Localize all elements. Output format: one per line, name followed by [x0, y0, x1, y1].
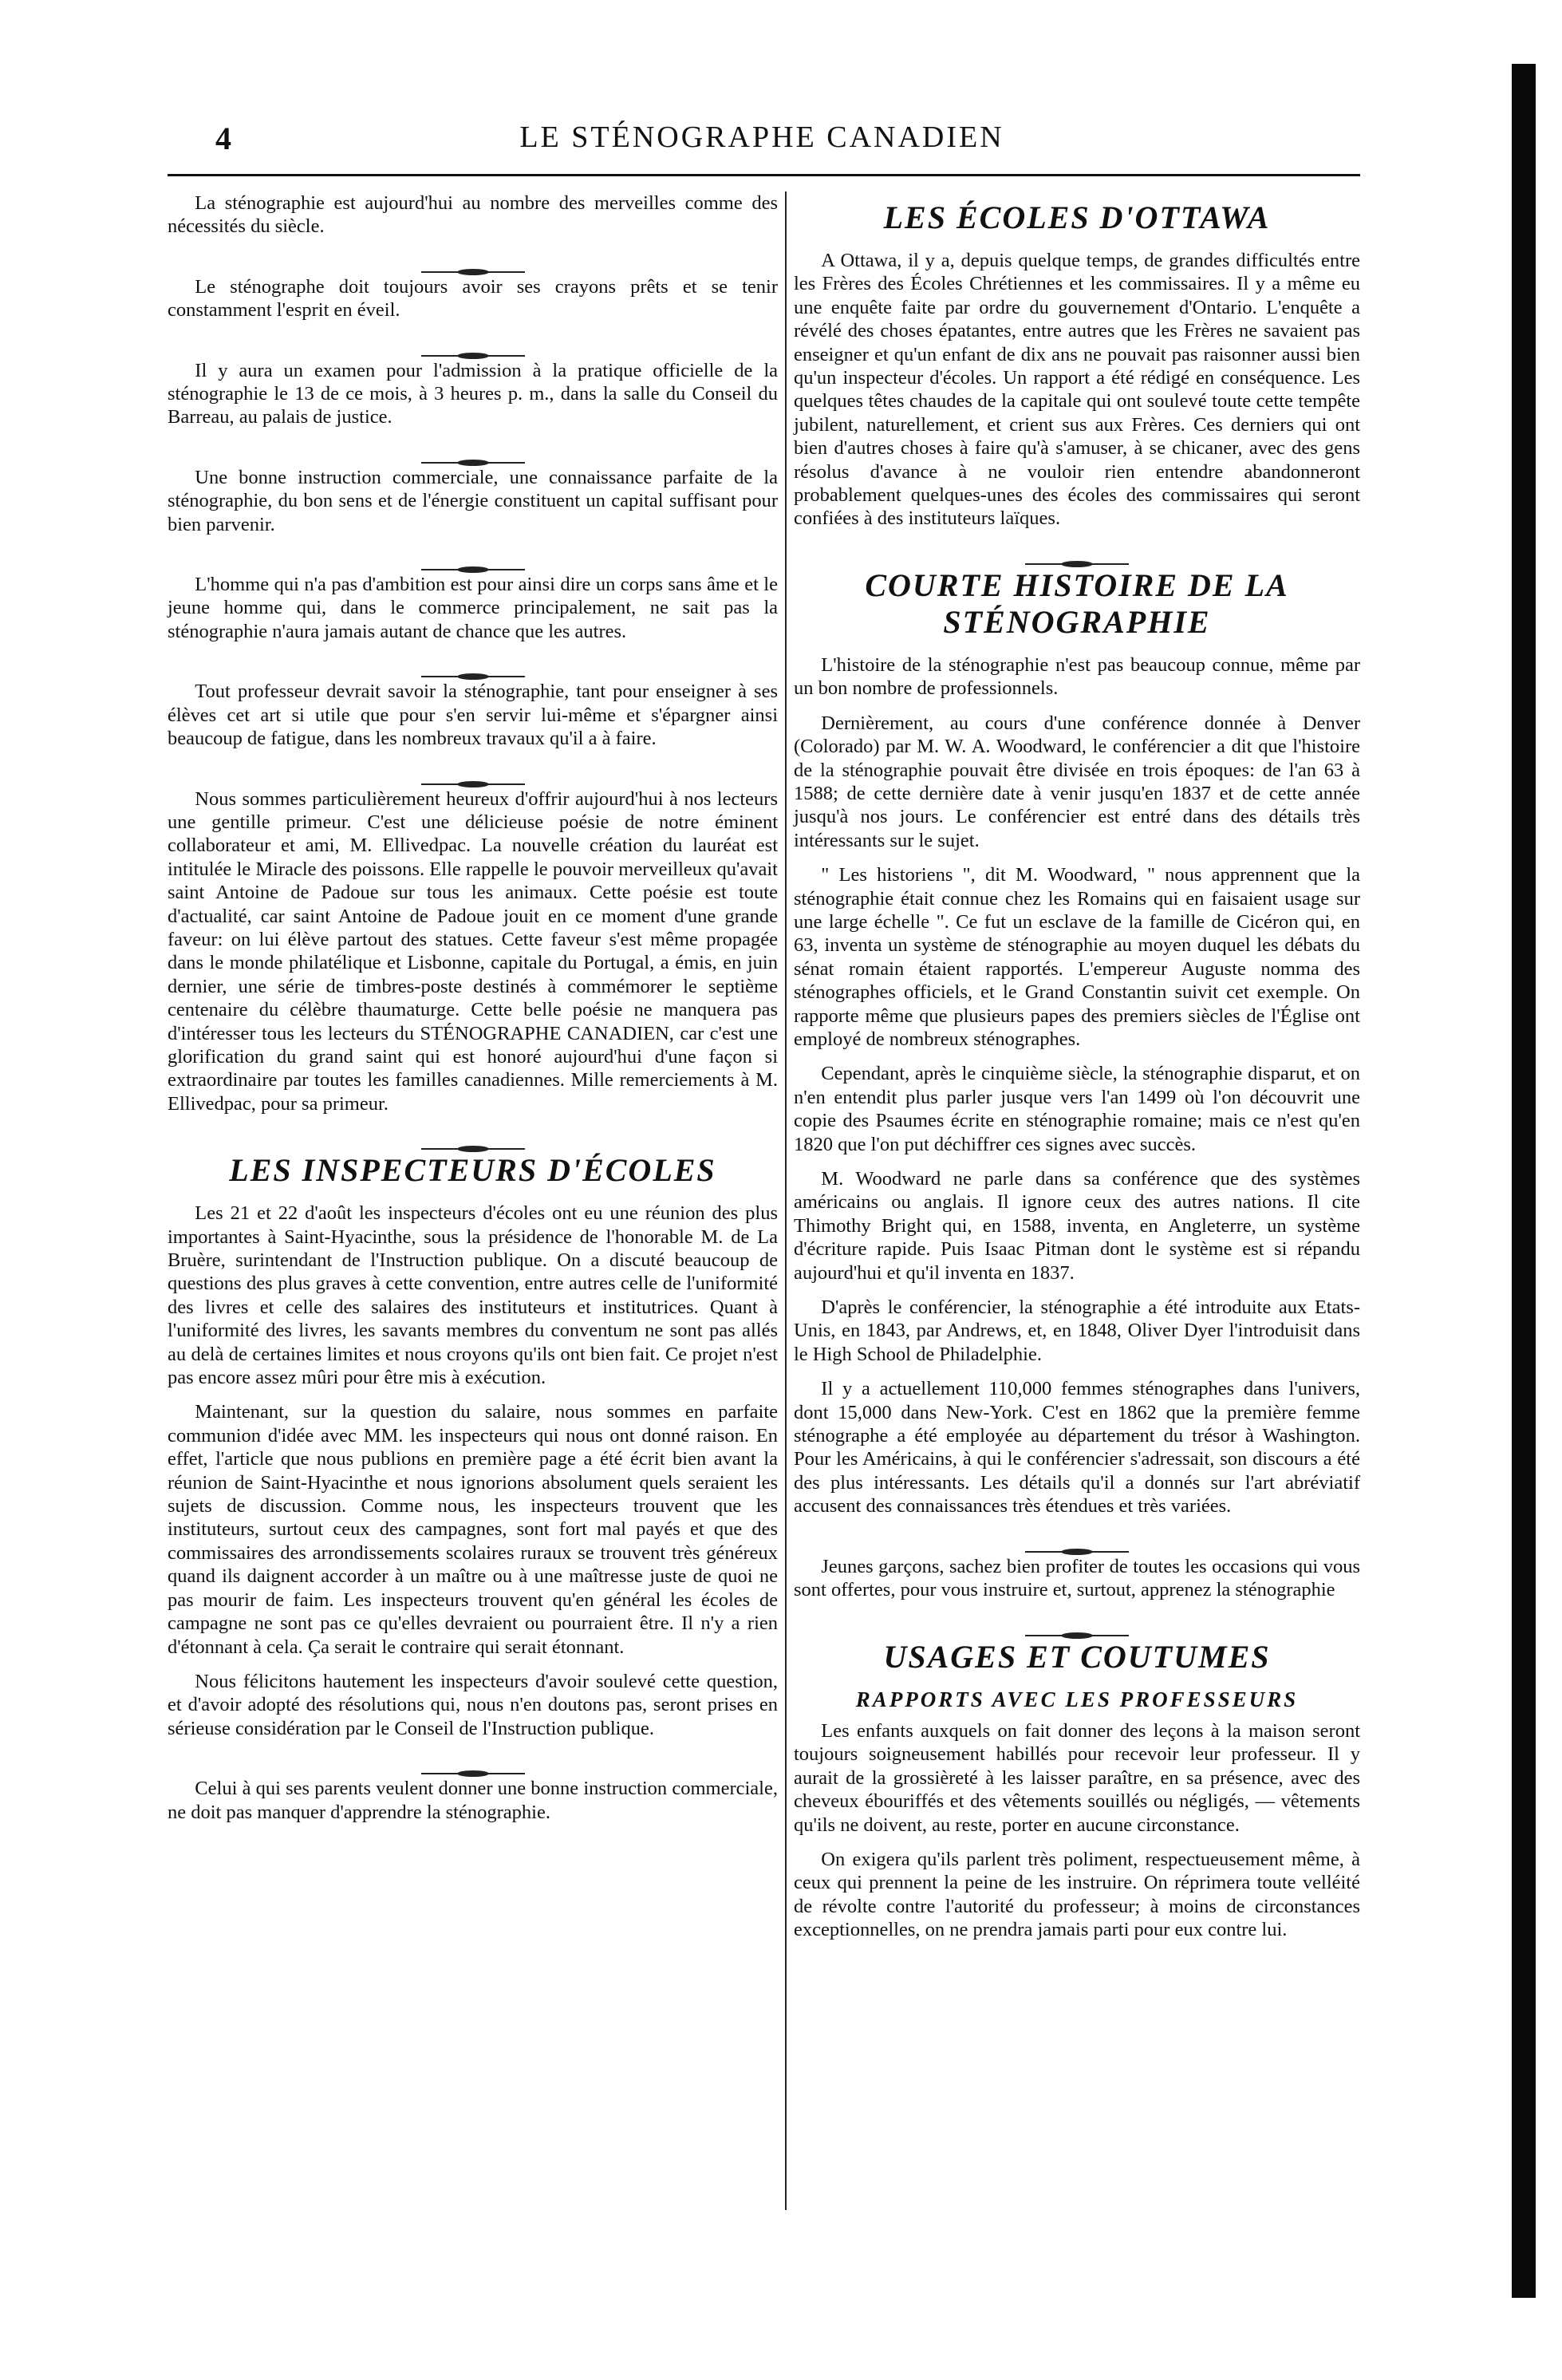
heading-histoire: COURTE HISTOIRE DE LA STÉNOGRAPHIE — [865, 566, 1289, 640]
usages-paragraph: On exigera qu'ils parlent très poliment, respectueusement même, à ceux qui prennent la peine de les instruire. On réprimera toute velléité de révolte contre l'autorité du professeur; à moins de circonstances exceptionnelles, on ne prendra jamais parti pour eux contre lui. — [794, 1848, 1360, 1941]
item-examen: Il y aura un examen pour l'admission à la pratique officielle de la sténographie le 13 de ce mois, à 3 heures p. m., dans la salle du Conseil du Barreau, au palais de justice. — [168, 359, 778, 428]
item-merveilles: La sténographie est aujourd'hui au nombre des merveilles comme des nécessités du siècle. — [168, 192, 778, 238]
separator-ornament — [168, 440, 778, 458]
inspecteurs-paragraph: Les 21 et 22 d'août les inspecteurs d'écoles ont eu une réunion des plus importantes à Saint-Hyacinthe, sous la présidence de l'honorable M. de La Bruère, surintendant de l'Instruction publique. On a discuté beaucoup de questions des plus graves à cette convention, entre autres celle de l'uniformité des livres et celle des salaires des instituteurs et institutrices. Quant à l'uniformité des livres, les savants membres du conventum ne sont pas allés au delà de certaines limites et nous croyons qu'ils ont bien fait. Ce projet n'est pas encore assez mûri pour être mis à exécution. — [168, 1202, 778, 1389]
separator-ornament — [168, 334, 778, 351]
separator-ornament — [168, 762, 778, 780]
item-ambition: L'homme qui n'a pas d'ambition est pour ainsi dire un corps sans âme et le jeune homme qui, dans le commerce principalement, ne sait pas la sténographie n'aura jamais autant de chance que les autres. — [168, 574, 778, 642]
ottawa-paragraph: A Ottawa, il y a, depuis quelque temps, de grandes difficultés entre les Frères des Écoles Chrétiennes et les commissaires. Il y a même eu une enquête faite par ordre du gouvernement d'Ontario. L'enquête a révélé des choses épatantes, entre autres que les Frères ne savaient pas enseigner et qu'un enfant de dix ans ne pouvait pas raisonner aussi bien qu'un inspecteur d'écoles. Un rapport a été rédigé en conséquence. Les quelques têtes chaudes de la capitale qui ont soulevé toute cette tempête jubilent, naturellement, et crient sus aux Frères. Ces derniers qui ont bien d'autres choses à faire qu'à s'amuser, à se chicaner, avec des gens résolus d'avance à ne vouloir rien entendre abandonneront probablement quelques-unes des écoles des commissaires qui seront confiées à des instituteurs laïques. — [794, 250, 1360, 530]
separator-ornament — [794, 1529, 1360, 1547]
journal-title: LE STÉNOGRAPHE CANADIEN — [519, 120, 1004, 154]
masthead-rule — [168, 174, 1360, 176]
separator-ornament — [794, 1613, 1360, 1631]
histoire-paragraph: L'histoire de la sténographie n'est pas beaucoup connue, même par un bon nombre de professionnels. — [794, 653, 1360, 700]
item-primeur: Nous sommes particulièrement heureux d'offrir aujourd'hui à nos lecteurs une gentille primeur. C'est une délicieuse poésie de notre éminent collaborateur et ami, M. Ellivedpac. La nouvelle création du lauréat est intitulée le Miracle des poissons. Elle rappelle le pouvoir merveilleux qu'avait saint Antoine de Padoue sur tous les animaux. Cette poésie est toute d'actualité, car saint Antoine de Padoue jouit en ce moment d'une grande faveur: on lui élève partout des statues. Cette faveur s'est même propagée dans le monde philatélique et Lisbonne, capitale du Portugal, a émis, en juin dernier, une série de timbres-poste destinés à commémorer le septième centenaire du célèbre thaumaturge. Cette belle poésie ne manquera pas d'intéresser tous les lecteurs du STÉNOGRAPHE CANADIEN, car c'est une glorification du grand saint qui est honoré aujourd'hui d'une façon si extraordinaire par toutes les familles canadiennes. Mille remerciements à M. Ellivedpac, pour sa primeur. — [168, 787, 778, 1115]
masthead — [168, 120, 1356, 168]
heading-usages: USAGES ET COUTUMES — [883, 1638, 1271, 1675]
heading-inspecteurs: LES INSPECTEURS D'ÉCOLES — [229, 1152, 716, 1189]
separator-ornament — [794, 542, 1360, 559]
histoire-paragraph: D'après le conférencier, la sténographie a été introduite aux Etats-Unis, en 1843, par Andrews, et, en 1848, Oliver Dyer l'introduisit dans le High School de Philadelphie. — [794, 1297, 1360, 1365]
inspecteurs-paragraph: Nous félicitons hautement les inspecteurs d'avoir soulevé cette question, et d'avoir adopté des résolutions qui, nous n'en doutons pas, seront prises en sérieuse considération par le Conseil de l'Instruction publique. — [168, 1670, 778, 1739]
subheading-professeurs: RAPPORTS AVEC LES PROFESSEURS — [855, 1687, 1299, 1711]
item-instruction: Une bonne instruction commerciale, une connaissance parfaite de la sténographie, du bon sens et de l'énergie constituent un capital suffisant pour bien parvenir. — [168, 466, 778, 535]
histoire-paragraph: Il y a actuellement 110,000 femmes sténographes dans l'univers, dont 15,000 dans New-York. C'est en 1862 que la première femme sténographe a été employée au département du trésor à Washington. Pour les Américains, à qui le conférencier s'adressait, son discours a été des plus intéressants. Les détails qu'il a donnés sur l'art abréviatif accusent des connaissances très étendues et très variées. — [794, 1378, 1360, 1518]
page-number: 4 — [215, 120, 231, 156]
histoire-paragraph: Cependant, après le cinquième siècle, la sténographie disparut, et on n'en entendit plus parler jusque vers l'an 1499 où l'on découvrit une copie des Psaumes écrite en sténographie romaine; mais ce n'est qu'en 1820 que l'on put déchiffrer ces signes avec succès. — [794, 1063, 1360, 1155]
histoire-paragraph: Dernièrement, au cours d'une conférence donnée à Denver (Colorado) par M. W. A. Woodward, le conférencier a dit que l'histoire de la sténographie pouvait être divisée en trois époques: de l'an 63 à 1588; de cette dernière date à venir jusqu'en 1837 et de cette année jusqu'à nos jours. Le conférencier est entré dans des détails très intéressants sur le sujet. — [794, 712, 1360, 851]
heading-ecoles-ottawa: LES ÉCOLES D'OTTAWA — [883, 199, 1271, 235]
left-column — [168, 191, 778, 1835]
separator-ornament — [168, 654, 778, 672]
separator-ornament — [168, 1127, 778, 1144]
histoire-paragraph: " Les historiens ", dit M. Woodward, " nous apprennent que la sténographie était connue chez les Romains qui en faisaient usage sur une large échelle ". Ce fut un esclave de la famille de Cicéron qui, en 63, inventa un système de sténographie au moyen duquel les débats du sénat romain étaient rapportés. L'empereur Auguste nomma des sténographes officiels, et le Grand Constantin suivit cet exemple. On rapporte même que plusieurs papes des premiers siècles de l'Église ont employé de nombreux sténographes. — [794, 864, 1360, 1050]
separator-ornament — [168, 1751, 778, 1769]
inspecteurs-paragraph: Maintenant, sur la question du salaire, nous sommes en parfaite communion d'idée avec MM. les inspecteurs qui nous ont donné raison. En effet, l'article que nous publions en première page a été écrit bien avant la réunion de Saint-Hyacinthe et nous ignorions absolument quels seraient les sujets de discussion. Comme nous, les inspecteurs trouvent que les instituteurs, surtout ceux des campagnes, sont fort mal payés et que des commissaires des arrondissements scolaires ruraux se trouvent très généreux quand ils daignent accorder à un maître ou à une maîtresse juste de quoi ne pas mourir de faim. Les inspecteurs trouvent qu'en général les écoles de campagne ne sont pas ce qu'elles devraient ou pourraient être. Il n'y a rien d'étonnant à cela. Ça serait le contraire qui serait étonnant. — [168, 1401, 778, 1658]
item-closing: Celui à qui ses parents veulent donner une bonne instruction commerciale, ne doit pas manquer d'apprendre la sténographie. — [168, 1778, 778, 1823]
item-crayons: Le sténographe doit toujours avoir ses crayons prêts et se tenir constamment l'esprit en éveil. — [168, 275, 778, 322]
histoire-paragraph: M. Woodward ne parle dans sa conférence que des systèmes américains ou anglais. Il ignore ceux des autres nations. Il cite Thimothy Bright qui, en 1588, inventa, en Angleterre, un système d'écriture rapide. Puis Isaac Pitman dont le système est si répandu aujourd'hui et qu'il inventa en 1837. — [794, 1168, 1360, 1284]
separator-ornament — [168, 250, 778, 267]
separator-ornament — [168, 547, 778, 565]
item-professeur: Tout professeur devrait savoir la sténographie, tant pour enseigner à ses élèves cet art si utile que pour s'en servir lui-même et s'épargner ainsi beaucoup de fatigue, dans les nombreux travaux qu'il a à faire. — [168, 681, 778, 750]
scan-edge-bar — [1512, 64, 1536, 2298]
right-column — [794, 191, 1360, 1953]
item-jeunes: Jeunes garçons, sachez bien profiter de toutes les occasions qui vous sont offertes, pour vous instruire et, surtout, apprenez la sténographie — [794, 1555, 1360, 1601]
usages-paragraph: Les enfants auxquels on fait donner des leçons à la maison seront toujours soigneusement habillés pour recevoir leur professeur. Il y aurait de la grossièreté à les laisser paraître, en sa présence, avec des cheveux ébouriffés et des vêtements souillés ou négligés, — vêtements qu'ils ne doivent, au reste, porter en aucune circonstance. — [794, 1719, 1360, 1836]
column-divider — [785, 191, 787, 2210]
